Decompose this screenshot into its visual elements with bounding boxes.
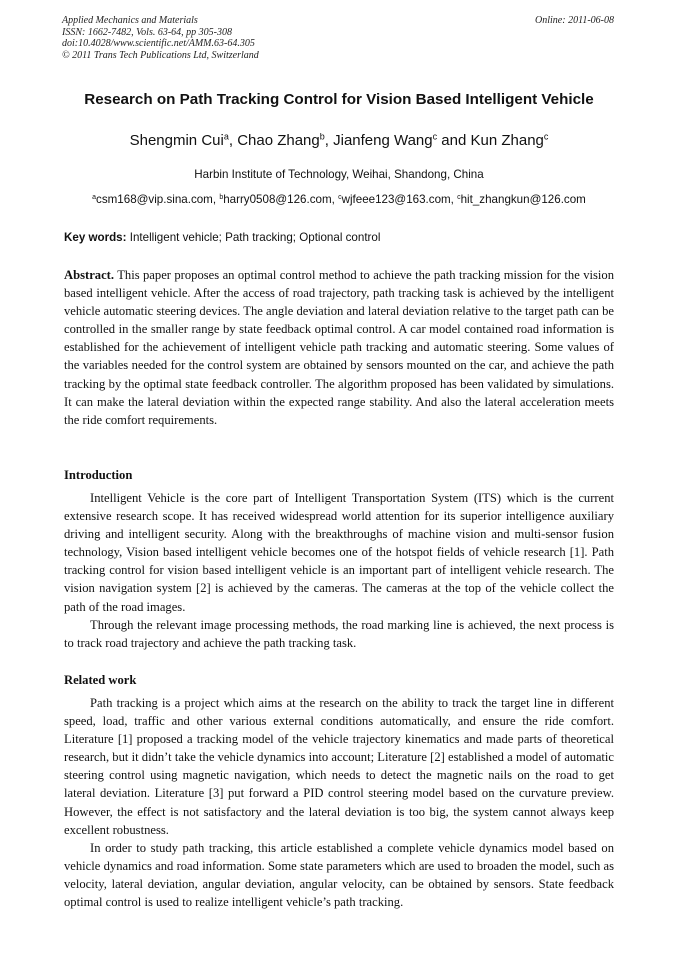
author-affil-mark: c — [543, 131, 549, 142]
author-name: Shengmin Cui — [129, 132, 224, 149]
doi-line[interactable]: doi:10.4028/www.scientific.net/AMM.63-64.305 — [62, 38, 255, 49]
author-affil-mark: b — [319, 131, 325, 142]
email-address[interactable]: harry0508@126.com — [223, 193, 332, 206]
online-date: Online: 2011-06-08 — [535, 15, 614, 26]
email-affil-mark: b — [219, 193, 224, 201]
body-paragraph: Through the relevant image processing methods, the road marking line is achieved, the next process is to track road trajectory and achieve the path tracking task. — [64, 617, 614, 650]
email-separator: , — [450, 193, 458, 206]
introduction-heading: Introduction — [64, 468, 133, 482]
email-address[interactable]: csm168@vip.sina.com — [96, 193, 213, 206]
author-affil-mark: c — [432, 131, 438, 142]
related-work-body — [64, 694, 614, 911]
author-list — [30, 131, 648, 151]
journal-header — [62, 15, 482, 61]
email-affil-mark: c — [457, 193, 461, 201]
email-address[interactable]: hit_zhangkun@126.com — [460, 193, 586, 206]
author-separator: and — [437, 132, 471, 149]
email-address[interactable]: wjfeee123@163.com — [341, 193, 451, 206]
body-paragraph: Path tracking is a project which aims at the research on the ability to track the target line in different speed, load, traffic and other various external conditions automatically, and ensure the ride comfort. Literature [1] proposed a tracking model of the vehicle trajectory kinematics and made parts of theoretical research, but it didn’t take the vehicle dynamics into account; Literature [2] established a model of automatic steering control using magnetic navigation, which needs to detect the magnetic nails on the road to get lateral deviation. Literature [3] put forward a PID control steering model based on the curvature preview. However, the effect is not satisfactory and the lateral deviation is too big, the system cannot always keep excellent robustness. — [64, 696, 614, 837]
author-affil-mark: a — [223, 131, 229, 142]
email-separator: , — [331, 193, 339, 206]
affiliation: Harbin Institute of Technology, Weihai, Shandong, China — [194, 168, 484, 181]
related-work-heading: Related work — [64, 673, 137, 687]
abstract-text: This paper proposes an optimal control method to achieve the path tracking mission for the vision based intelligent vehicle. After the access of road trajectory, path tracking task is achieved by the intelligent vehicle automatic steering devices. The angle deviation and lateral deviation relative to the target path can be controlled in the smaller range by state feedback optimal control. A car model contained road information is established for the achievement of intelligent vehicle path tracking and automatic steering. Some values of the variables needed for the control system are obtained by sensors mounted on the car, and achieve the path tracking by the optimal state feedback controller. The algorithm proposed has been validated by simulations. It can make the lateral deviation within the expected range stability. And also the lateral acceleration meets the ride comfort requirements. — [64, 268, 614, 427]
email-affil-mark: a — [92, 193, 97, 201]
author-separator: , — [228, 132, 238, 149]
email-affil-mark: c — [338, 193, 342, 201]
paper-title: Research on Path Tracking Control for Vision Based Intelligent Vehicle — [84, 91, 594, 108]
keywords-label: Key words: — [64, 231, 127, 244]
author-name: Jianfeng Wang — [333, 132, 433, 149]
issn-line: ISSN: 1662-7482, Vols. 63-64, pp 305-308 — [62, 26, 232, 38]
introduction-body — [64, 489, 614, 652]
keywords — [64, 230, 624, 245]
journal-name: Applied Mechanics and Materials — [62, 15, 198, 26]
email-separator: , — [212, 193, 220, 206]
body-paragraph: In order to study path tracking, this article established a complete vehicle dynamics model based on vehicle dynamics and road information. Some state parameters which are used to broaden the model, such as velocity, lateral deviation, angular deviation, angular velocity, can be obtained by sensors. State feedback optimal control is used to realize intelligent vehicle’s path tracking. — [64, 840, 614, 910]
abstract-label: Abstract. — [64, 268, 115, 282]
copyright-line: © 2011 Trans Tech Publications Ltd, Switzerland — [62, 49, 259, 61]
author-name: Kun Zhang — [470, 132, 544, 149]
author-name: Chao Zhang — [237, 132, 320, 149]
author-separator: , — [324, 132, 334, 149]
abstract-block — [64, 266, 614, 429]
email-list — [30, 192, 648, 207]
body-paragraph: Intelligent Vehicle is the core part of Intelligent Transportation System (ITS) which is the current extensive research scope. It has received widespread world attention for its superior intelligence auxiliary driving and intelligent security. Along with the breakthroughs of machine vision and multi-sensor fusion technology, Vision based intelligent vehicle becomes one of the hotspot fields of vehicle research [1]. Path tracking control for vision based intelligent vehicle is an important part of intelligent vehicle research. The vision navigation system [2] is achieved by the cameras. The cameras at the top of the vehicle collect the path of the road images. — [64, 491, 614, 614]
keywords-text: Intelligent vehicle; Path tracking; Optional control — [129, 231, 381, 244]
abstract-paragraph — [64, 266, 614, 429]
